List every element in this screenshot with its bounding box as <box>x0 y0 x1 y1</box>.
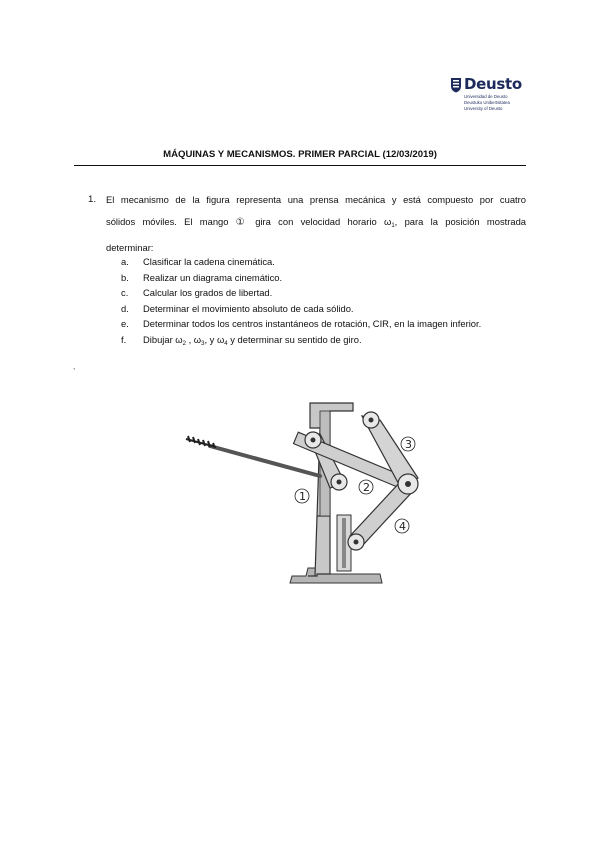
press-base <box>290 568 382 583</box>
logo-line: Universidad de Deusto <box>464 94 508 99</box>
label-4: 4 <box>399 520 406 533</box>
omega-subscript: 2 <box>182 340 186 347</box>
omega-subscript: 1 <box>391 222 395 229</box>
omega-subscript: 4 <box>224 340 228 347</box>
item-text: Calcular los grados de libertad. <box>143 287 273 298</box>
item-text-part: , y ω <box>204 333 225 345</box>
title-rule <box>74 165 526 166</box>
label-3: 3 <box>405 438 412 451</box>
item-text-part: , ω <box>185 333 202 345</box>
exam-title: MÁQUINAS Y MECANISMOS. PRIMER PARCIAL (12/03/2019) <box>163 149 437 160</box>
question-text: gira con velocidad horario ω <box>247 215 392 227</box>
item-text: Clasificar la cadena cinemática. <box>143 256 275 267</box>
logo-line: University of Deusto <box>464 106 503 111</box>
item-text-part: y determinar su sentido de giro. <box>227 333 362 345</box>
stray-mark: , <box>73 362 76 371</box>
handle-grip <box>186 436 216 448</box>
question-statement <box>106 189 531 259</box>
item-text-part: Dibujar ω <box>143 333 183 345</box>
item-letter: a. <box>121 256 129 267</box>
item-letter: e. <box>121 318 129 329</box>
logo-word: Deusto <box>464 75 522 93</box>
handle-rod <box>210 446 320 476</box>
question-text: , para la posición mostrada determinar: <box>106 215 531 253</box>
item-text <box>143 333 362 351</box>
item-text: Determinar todos los centros instantáneos de rotación, CIR, en la imagen inferior. <box>143 318 482 329</box>
deusto-logo <box>450 76 530 114</box>
label-2: 2 <box>363 481 370 494</box>
item-letter: c. <box>121 287 129 298</box>
item-text: Realizar un diagrama cinemático. <box>143 271 283 283</box>
deusto-shield-icon <box>450 77 462 93</box>
question-text: El mecanismo de la figura representa una prensa mecánica y está compuesto por cuatro sólidos móviles. El mango <box>106 194 531 227</box>
omega-subscript: 3 <box>201 340 205 347</box>
item-text: Determinar el movimiento absoluto de cada sólido. <box>143 302 354 314</box>
item-letter: f. <box>121 333 127 345</box>
item-letter: b. <box>121 271 129 283</box>
circled-one: ① <box>235 216 248 228</box>
logo-line: Deustuko Unibertsitatea <box>464 100 510 105</box>
label-1: 1 <box>299 490 306 503</box>
question-number: 1. <box>88 194 97 205</box>
item-letter: d. <box>121 302 129 314</box>
press-mechanism-figure <box>180 398 430 598</box>
